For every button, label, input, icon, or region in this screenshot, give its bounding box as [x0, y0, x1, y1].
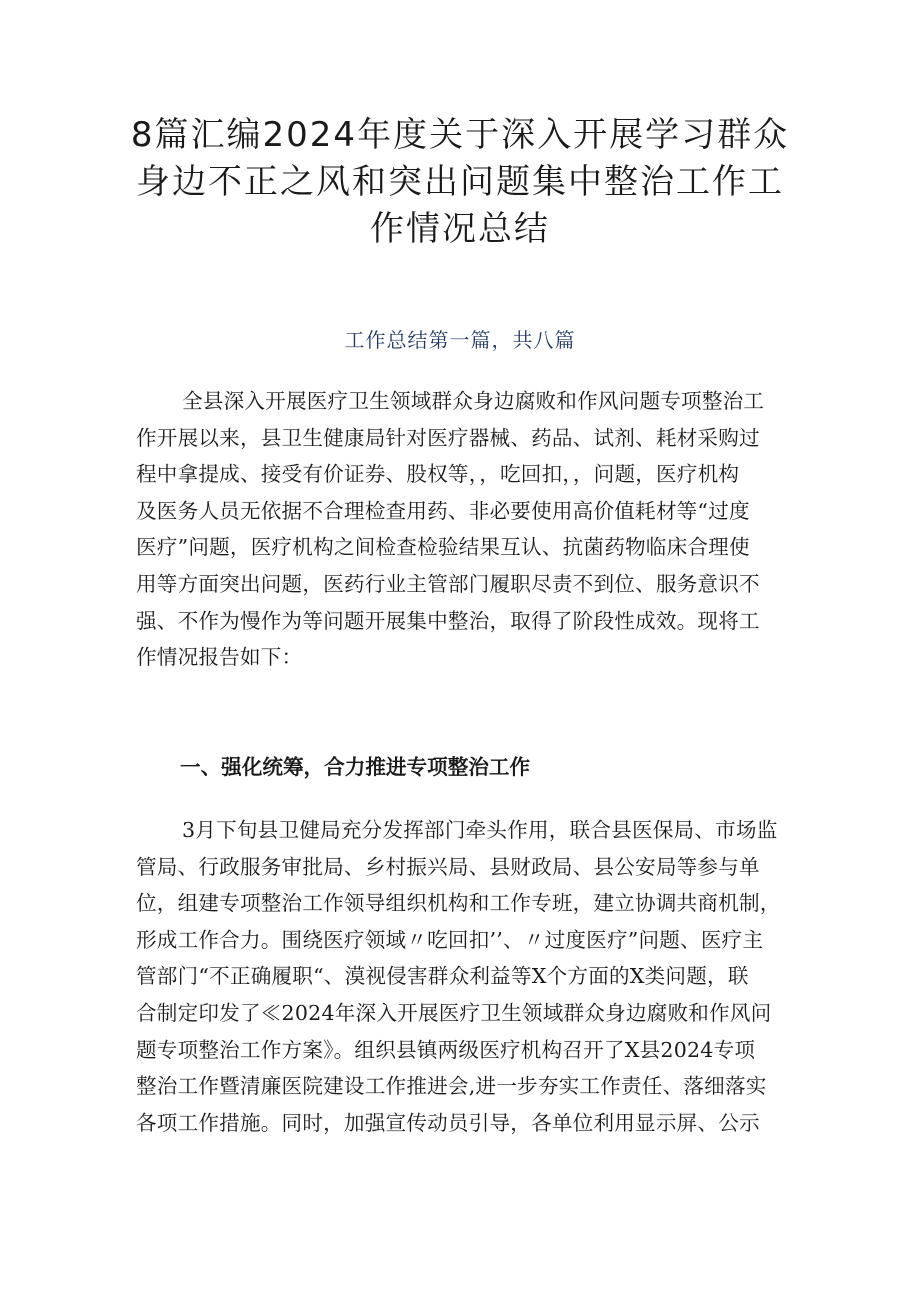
paragraph-line: 3月下旬县卫健局充分发挥部门牵头作用，联合县医保局、市场监 — [182, 818, 778, 842]
paragraph-line: 用等方面突出问题，医药行业主管部门履职尽责不到位、服务意识不 — [136, 571, 760, 596]
paragraph-line: 全县深入开展医疗卫生领域群众身边腐败和作风问题专项整治工 — [182, 389, 765, 413]
paragraph-section1 — [136, 812, 798, 1141]
paragraph-line: 各项工作措施。同时，加强宣传动员引导，各单位利用显示屏、公示 — [136, 1110, 760, 1135]
paragraph-line: 题专项整治工作方案》。组织县镇两级医疗机构召开了X县2024专项 — [136, 1037, 756, 1062]
paragraph-intro — [136, 383, 798, 676]
document-title — [120, 112, 800, 253]
paragraph-line: 管部门“不正确履职“、漠视侵害群众利益等X个方面的X类问题，联 — [136, 964, 749, 989]
paragraph-line: 程中拿提成、接受有价证券、股权等，，吃回扣，，问题，医疗机构 — [136, 462, 740, 487]
paragraph-line: 形成工作合力。围绕医疗领域〃吃回扣’’、〃过度医疗”问题、医疗主 — [136, 927, 764, 952]
paragraph-line: 强、不作为慢作为等问题开展集中整治，取得了阶段性成效。现将工 — [136, 608, 760, 633]
title-line: 作情况总结 — [370, 209, 550, 249]
document-subtitle: 工作总结第一篇，共八篇 — [344, 328, 576, 352]
title-line: 身边不正之风和突出问题集中整治工作工 — [136, 162, 784, 202]
paragraph-line: 医疗”问题，医疗机构之间检查检验结果互认、抗菌药物临床合理使 — [136, 535, 750, 560]
paragraph-line: 作情况报告如下： — [136, 645, 303, 670]
section-heading: 一、强化统筹，合力推进专项整治工作 — [180, 755, 531, 779]
paragraph-line: 作开展以来，县卫生健康局针对医疗器械、药品、试剂、耗材采购过 — [136, 425, 760, 450]
paragraph-line: 合制定印发了≪2024年深入开展医疗卫生领域群众身边腐败和作风问 — [136, 1000, 772, 1025]
paragraph-line: 位，组建专项整治工作领导组织机构和工作专班，建立协调共商机制， — [136, 891, 781, 916]
title-line: 8篇汇编2024年度关于深入开展学习群众 — [130, 115, 790, 155]
paragraph-line: 管局、行政服务审批局、乡村振兴局、县财政局、县公安局等参与单 — [136, 854, 760, 879]
paragraph-line: 整治工作暨清廉医院建设工作推进会,进一步夯实工作责任、落细落实 — [136, 1074, 767, 1099]
paragraph-line: 及医务人员无依据不合理检查用药、非必要使用高价值耗材等“过度 — [136, 498, 750, 523]
